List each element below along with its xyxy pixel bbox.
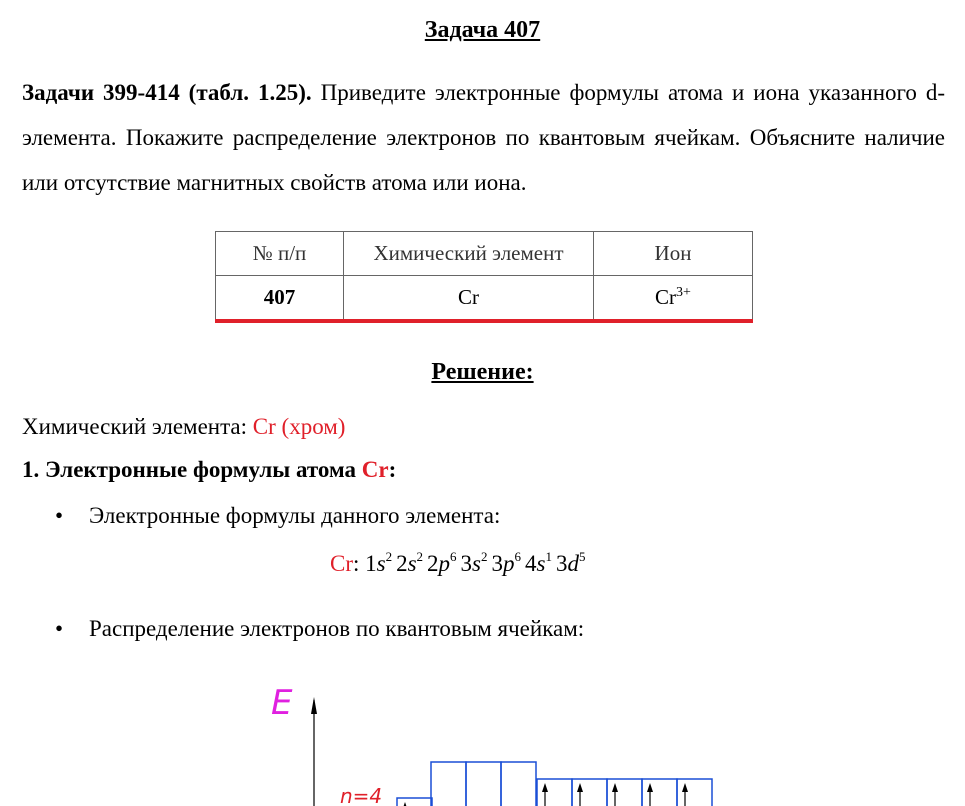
formula-term: $4s^1$ — [525, 549, 552, 576]
orbital-cell-3d — [537, 779, 572, 806]
orbital-cell-3d — [572, 779, 607, 806]
formula-symbol: Cr — [330, 551, 353, 576]
header-element: Химический элемент — [344, 232, 594, 276]
section-symbol: Cr — [361, 457, 389, 482]
element-value: Cr (хром) — [252, 414, 346, 439]
task-title: Задача 407 — [424, 17, 541, 43]
formula-sep: : — [353, 551, 366, 576]
orbital-cell-3d — [607, 779, 642, 806]
bullet-dot: • — [55, 503, 64, 528]
formula-term: $2s^2$ — [396, 549, 424, 576]
orbital-cell-4s — [397, 798, 432, 806]
cell-num: 407 — [216, 276, 344, 322]
energy-label: E — [271, 683, 293, 723]
electron-arrow-icon — [647, 783, 653, 792]
element-label: Химический элемента: — [22, 414, 253, 439]
solution-heading: Решение: — [431, 359, 534, 385]
bullet-text: Распределение электронов по квантовым ячейкам: — [89, 616, 585, 641]
orbital-cell-4p — [431, 762, 466, 806]
problem-text: Приведите электронные формулы атома и иона указанного d-элемента. Покажите распределение электронов по квантовым ячейкам. Объясните наличие или отсутствие магнитных свойств атома или иона. — [22, 80, 945, 195]
ion-base: Cr — [655, 285, 677, 309]
formula-term: $1s^2$ — [365, 549, 393, 576]
formula-term: $3s^2$ — [460, 549, 488, 576]
header-ion: Ион — [594, 232, 753, 276]
formula-term: $3p^6$ — [491, 549, 521, 576]
orbital-cell-4p — [501, 762, 536, 806]
electron-arrow-icon — [542, 783, 548, 792]
ion-charge: 3+ — [676, 285, 691, 300]
problem-prefix: Задачи 399-414 (табл. 1.25). — [22, 80, 312, 105]
axis-arrow-icon — [311, 697, 317, 714]
electron-arrow-icon — [402, 802, 408, 806]
header-num: № п/п — [216, 232, 344, 276]
orbital-cell-4p — [466, 762, 501, 806]
cell-element: Cr — [344, 276, 594, 322]
orbital-cells — [397, 762, 712, 806]
bullet-text: Электронные формулы данного элемента: — [89, 503, 501, 528]
orbital-cell-3d — [677, 779, 712, 806]
level-label: n=4 — [340, 784, 383, 806]
electron-arrow-icon — [682, 783, 688, 792]
formula-term: $3d^5$ — [555, 549, 586, 576]
formula-term: $2p^6$ — [427, 549, 457, 576]
electron-arrow-icon — [612, 783, 618, 792]
bullet-dot: • — [55, 616, 64, 641]
electron-arrow-icon — [577, 783, 583, 792]
orbital-cell-3d — [642, 779, 677, 806]
section-suffix: : — [388, 457, 397, 482]
section-prefix: 1. Электронные формулы атома — [22, 457, 362, 482]
